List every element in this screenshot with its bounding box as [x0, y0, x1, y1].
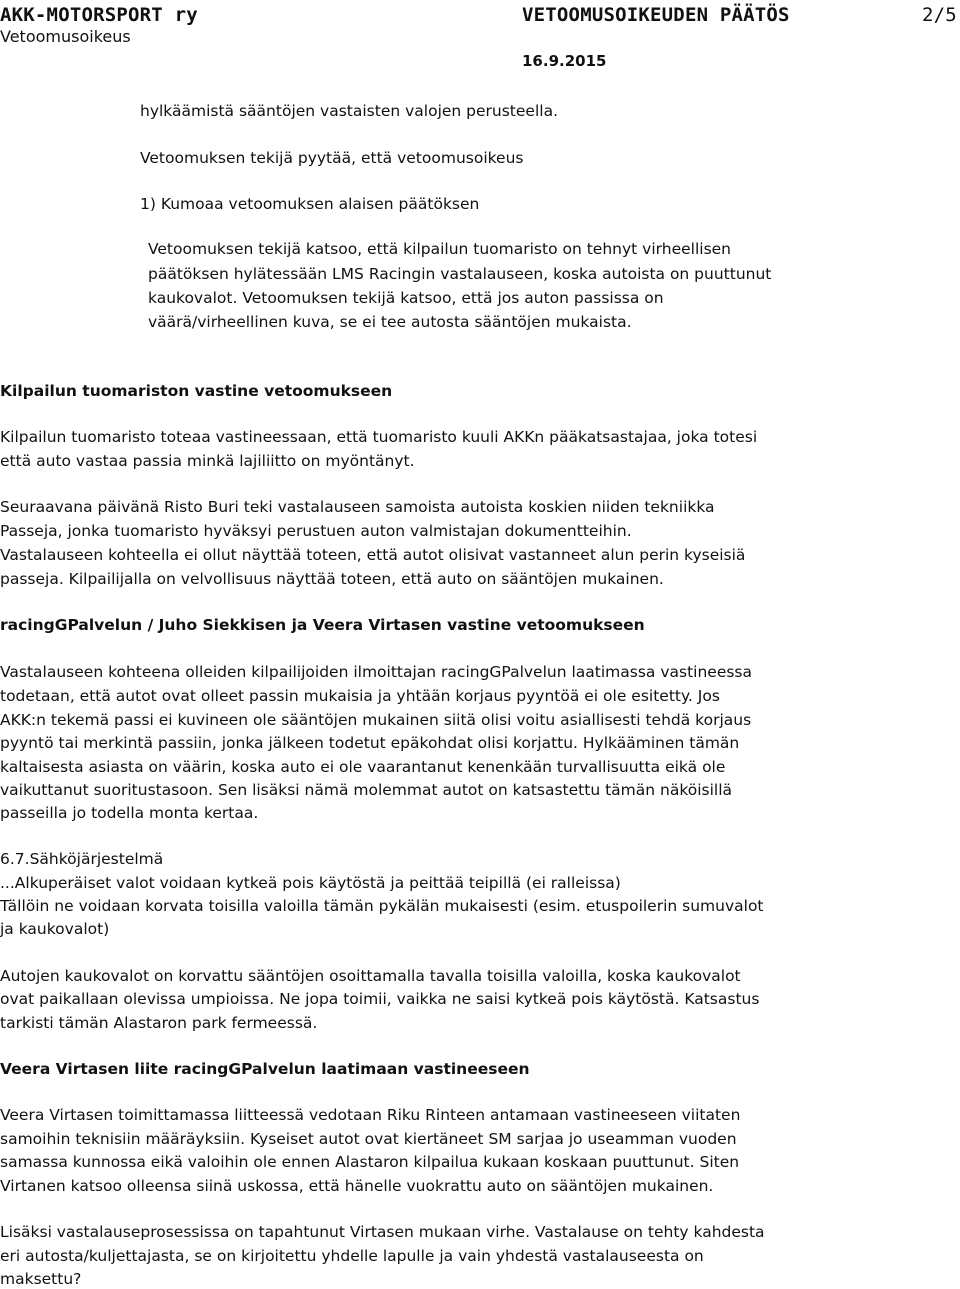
paragraph-line: ovat paikallaan olevissa umpioissa. Ne jopa toimii, vaikka ne saisi kytkeä pois käytöstä. Katsastus: [0, 990, 760, 1008]
paragraph-line: väärä/virheellinen kuva, se ei tee autosta sääntöjen mukaista.: [148, 313, 632, 331]
request-item-1: 1) Kumoaa vetoomuksen alaisen päätöksen: [140, 195, 480, 213]
intro-line: hylkäämistä sääntöjen vastaisten valojen perusteella.: [140, 102, 558, 120]
paragraph-line: Vastalauseen kohteella ei ollut näyttää toteen, että autot olisivat vastanneet alun perin kyseisiä: [0, 546, 746, 564]
paragraph-line: kaukovalot. Vetoomuksen tekijä katsoo, että jos auton passissa on: [148, 289, 664, 307]
organization-name: AKK-MOTORSPORT ry: [0, 4, 198, 26]
paragraph-line: Kilpailun tuomaristo toteaa vastineessaan, että tuomaristo kuuli AKKn pääkatsastajaa, joka totesi: [0, 428, 758, 446]
document-subtitle: Vetoomusoikeus: [0, 27, 131, 46]
paragraph-line: AKK:n tekemä passi ei kuvineen ole sääntöjen mukainen siitä olisi voitu asiallisesti tehdä korjaus: [0, 711, 752, 729]
paragraph-line: Vastalauseen kohteena olleiden kilpailijoiden ilmoittajan racingGPalvelun laatimassa vastineessa: [0, 663, 752, 681]
paragraph-line: päätöksen hylätessään LMS Racingin vastalauseen, koska autoista on puuttunut: [148, 265, 772, 283]
paragraph-line: Seuraavana päivänä Risto Buri teki vastalauseen samoista autoista koskien niiden tekniikka: [0, 498, 715, 516]
paragraph-line: passeilla jo todella monta kertaa.: [0, 804, 259, 822]
paragraph-line: Lisäksi vastalauseprosessissa on tapahtunut Virtasen mukaan virhe. Vastalause on tehty kahdesta: [0, 1223, 765, 1241]
paragraph-line: samoihin teknisiin määräyksiin. Kyseiset autot ovat kiertäneet SM sarjaa jo useamman vuoden: [0, 1130, 737, 1148]
rule-citation-heading: 6.7.Sähköjärjestelmä: [0, 850, 164, 868]
paragraph-line: passeja. Kilpailijalla on velvollisuus näyttää toteen, että auto on sääntöjen mukainen.: [0, 570, 664, 588]
section-heading-attachment: Veera Virtasen liite racingGPalvelun laatimaan vastineeseen: [0, 1060, 530, 1078]
paragraph-line: Vetoomuksen tekijä katsoo, että kilpailun tuomaristo on tehnyt virheellisen: [148, 240, 731, 258]
section-heading-racing-response: racingGPalvelun / Juho Siekkisen ja Veera Virtasen vastine vetoomukseen: [0, 616, 645, 634]
paragraph-line: että auto vastaa passia minkä lajiliitto on myöntänyt.: [0, 452, 415, 470]
paragraph-line: vaikuttanut suoritustasoon. Sen lisäksi nämä molemmat autot on katsastettu tämän näköisillä: [0, 781, 733, 799]
paragraph-line: maksettu?: [0, 1270, 82, 1288]
page-number: 2/5: [922, 4, 957, 26]
paragraph-line: Veera Virtasen toimittamassa liitteessä vedotaan Riku Rinteen antamaan vastineeseen viitaten: [0, 1106, 741, 1124]
paragraph-line: Autojen kaukovalot on korvattu sääntöjen osoittamalla tavalla toisilla valoilla, koska kaukovalot: [0, 967, 741, 985]
request-line: Vetoomuksen tekijä pyytää, että vetoomusoikeus: [140, 149, 524, 167]
rule-citation-line: ja kaukovalot): [0, 920, 110, 938]
page-header: [0, 0, 960, 70]
paragraph-line: kaltaisesta asiasta on väärin, koska auto ei ole vaarantanut kenenkään turvallisuutta eikä ole: [0, 758, 726, 776]
section-heading-tribunal-response: Kilpailun tuomariston vastine vetoomukseen: [0, 382, 393, 400]
document-date: 16.9.2015: [522, 52, 607, 70]
paragraph-line: Virtanen katsoo olleensa siinä uskossa, että hänelle vuokrattu auto on sääntöjen mukainen.: [0, 1177, 714, 1195]
paragraph-line: tarkisti tämän Alastaron park fermeessä.: [0, 1014, 318, 1032]
rule-citation-line: Tällöin ne voidaan korvata toisilla valoilla tämän pykälän mukaisesti (esim. etuspoilerin sumuvalot: [0, 897, 764, 915]
paragraph-line: Passeja, jonka tuomaristo hyväksyi perustuen auton valmistajan dokumentteihin.: [0, 522, 632, 540]
document-title: VETOOMUSOIKEUDEN PÄÄTÖS: [522, 4, 790, 26]
rule-citation-line: ...Alkuperäiset valot voidaan kytkeä pois käytöstä ja peittää teipillä (ei ralleissa): [0, 874, 621, 892]
paragraph-line: samassa kunnossa eikä valoihin ole ennen Alastaron kilpailua kukaan koskaan puuttunut. Siten: [0, 1153, 740, 1171]
paragraph-line: eri autosta/kuljettajasta, se on kirjoitettu yhdelle lapulle ja vain yhdestä vastalauseesta on: [0, 1247, 704, 1265]
paragraph-line: todetaan, että autot ovat olleet passin mukaisia ja yhtään korjaus pyyntöä ei ole esitetty. Jos: [0, 687, 720, 705]
paragraph-line: pyyntö tai merkintä passiin, jonka jälkeen todetut epäkohdat olisi korjattu. Hylkääminen tämän: [0, 734, 740, 752]
